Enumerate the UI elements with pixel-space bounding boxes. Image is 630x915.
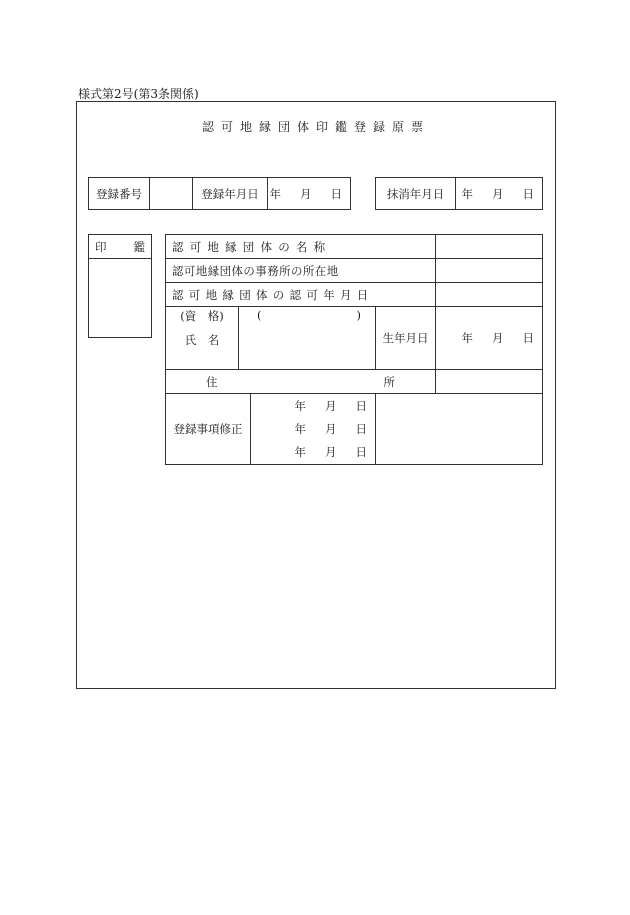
correction-content-field[interactable]: [376, 394, 543, 465]
seal-label: 印 鑑: [89, 235, 152, 259]
cancellation-table: [375, 177, 543, 210]
representative-label: [166, 307, 239, 370]
representative-field[interactable]: [239, 307, 376, 370]
registration-number-field[interactable]: [150, 178, 193, 210]
registration-table: [88, 177, 351, 210]
seal-table: [88, 234, 152, 338]
correction-date-1: 年 月 日: [294, 398, 367, 413]
month-text: 月: [492, 331, 504, 345]
person-name-label: 氏 名: [184, 333, 220, 347]
correction-date-3: 年 月 日: [294, 445, 367, 460]
registration-number-label: 登録番号: [89, 178, 150, 210]
registration-date-label: 登録年月日: [193, 178, 268, 210]
day-text: 日: [522, 186, 534, 201]
day-text: 日: [522, 331, 534, 345]
day-text: 日: [330, 186, 342, 201]
correction-date-2: 年 月 日: [294, 421, 367, 436]
details-table: [165, 234, 543, 465]
registration-date-field[interactable]: [268, 178, 351, 210]
paren-close-text: ): [356, 308, 361, 322]
year-text: 年: [461, 186, 473, 201]
organization-name-field[interactable]: [436, 235, 543, 259]
form-title: 認可地縁団体印鑑登録原票: [201, 120, 430, 134]
paren-open-text: (: [257, 308, 262, 322]
seal-impression-area[interactable]: [89, 259, 152, 338]
address-field[interactable]: [436, 370, 543, 394]
birth-date-label: 生年月日: [376, 307, 436, 370]
form-number-caption: 様式第2号(第3条関係): [78, 87, 199, 101]
year-text: 年: [269, 186, 281, 201]
correction-cell: [166, 394, 376, 465]
office-location-label: 認可地縁団体の事務所の所在地: [166, 259, 436, 283]
cancellation-date-label: 抹消年月日: [376, 178, 456, 210]
birth-date-field[interactable]: [436, 307, 543, 370]
correction-label: 登録事項修正: [166, 394, 251, 464]
cancellation-date-field[interactable]: [456, 178, 543, 210]
address-label: 住 所: [166, 370, 436, 394]
month-text: 月: [492, 186, 504, 201]
year-text: 年: [461, 331, 473, 345]
approval-date-label: 認可地縁団体の認可年月日: [166, 283, 436, 307]
organization-name-label: 認可地縁団体の名称: [166, 235, 436, 259]
correction-dates[interactable]: [251, 394, 375, 464]
office-location-field[interactable]: [436, 259, 543, 283]
approval-date-field[interactable]: [436, 283, 543, 307]
qualification-label: (資 格): [180, 309, 224, 323]
month-text: 月: [300, 186, 312, 201]
